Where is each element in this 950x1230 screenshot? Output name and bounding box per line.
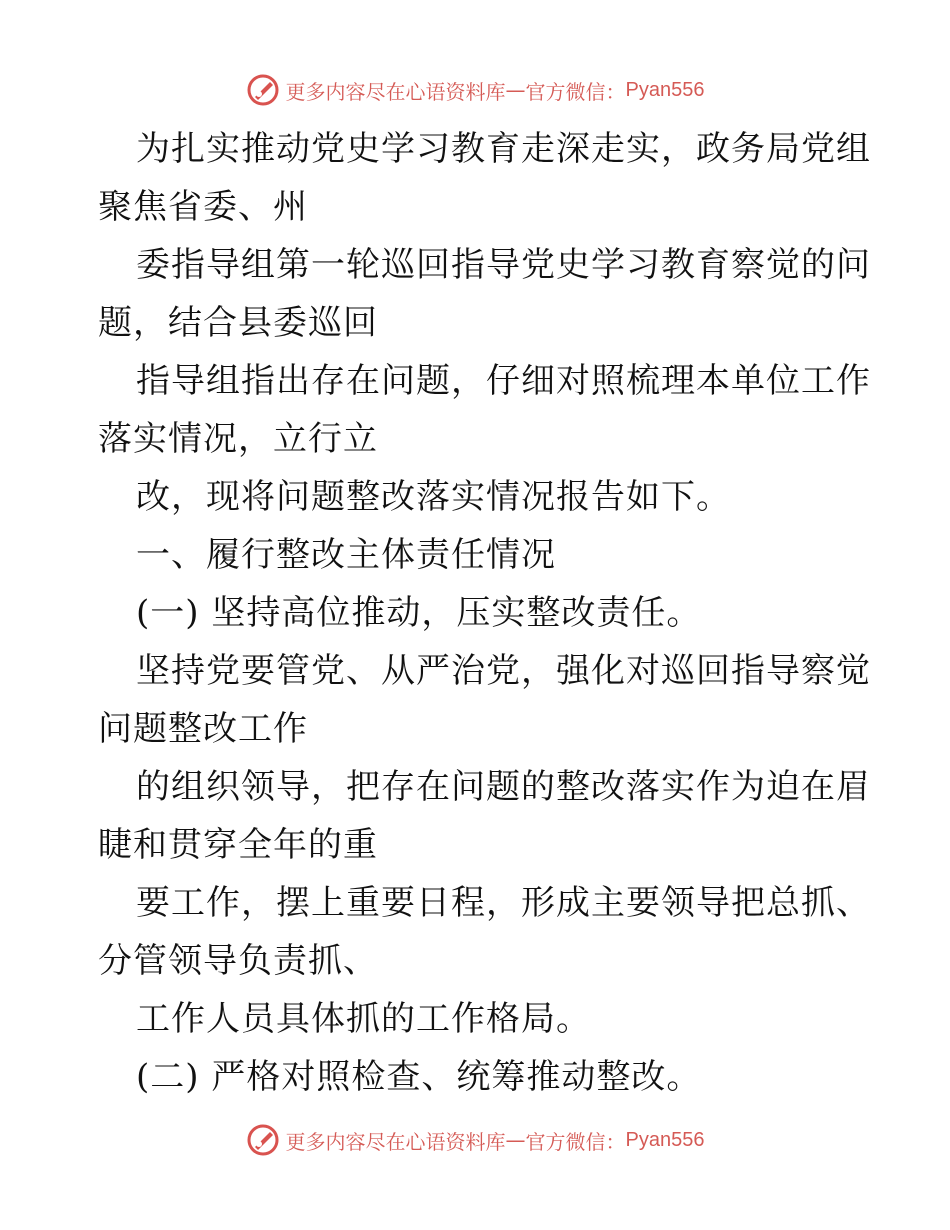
paragraph-line: 坚持党要管党、从严治党，强化对巡回指导察觉 bbox=[136, 651, 871, 691]
header-official-label: 官方微信： bbox=[525, 79, 626, 104]
paragraph-line: 指导组指出存在问题，仔细对照梳理本单位工作 bbox=[136, 361, 871, 401]
header-dash: — bbox=[505, 78, 526, 102]
footer-wechat-id: Pyan556 bbox=[625, 1128, 705, 1151]
document-body bbox=[98, 120, 871, 1106]
paragraph-line: 分管领导负责抓、 bbox=[98, 941, 378, 981]
paragraph-line: 的组织领导，把存在问题的整改落实作为迫在眉 bbox=[136, 767, 871, 807]
subsection-heading: (一) 坚持高位推动，压实整改责任。 bbox=[136, 593, 702, 633]
section-heading: 一、履行整改主体责任情况 bbox=[136, 535, 556, 575]
paragraph-line: 委指导组第一轮巡回指导党史学习教育察觉的问 bbox=[136, 245, 871, 285]
header-brand-text: 更多内容尽在心语资料库 bbox=[285, 79, 506, 104]
paragraph-line: 聚焦省委、州 bbox=[98, 187, 308, 227]
subsection-heading: (二) 严格对照检查、统筹推动整改。 bbox=[136, 1057, 702, 1097]
paragraph-line: 睫和贯穿全年的重 bbox=[98, 825, 378, 865]
paragraph-line: 改，现将问题整改落实情况报告如下。 bbox=[136, 477, 731, 517]
footer-official-label: 官方微信： bbox=[525, 1129, 626, 1154]
logo-icon bbox=[246, 73, 280, 107]
paragraph-line: 为扎实推动党史学习教育走深走实，政务局党组 bbox=[136, 129, 871, 169]
footer-banner bbox=[0, 1120, 950, 1160]
footer-dash: — bbox=[505, 1128, 526, 1152]
header-banner bbox=[0, 70, 950, 110]
paragraph-line: 问题整改工作 bbox=[98, 709, 308, 749]
paragraph-line: 要工作，摆上重要日程，形成主要领导把总抓、 bbox=[136, 883, 871, 923]
logo-icon bbox=[246, 1123, 280, 1157]
paragraph-line: 工作人员具体抓的工作格局。 bbox=[136, 999, 591, 1039]
header-wechat-id: Pyan556 bbox=[625, 78, 705, 101]
paragraph-line: 落实情况，立行立 bbox=[98, 419, 378, 459]
footer-brand-text: 更多内容尽在心语资料库 bbox=[285, 1129, 506, 1154]
paragraph-line: 题，结合县委巡回 bbox=[98, 303, 378, 343]
